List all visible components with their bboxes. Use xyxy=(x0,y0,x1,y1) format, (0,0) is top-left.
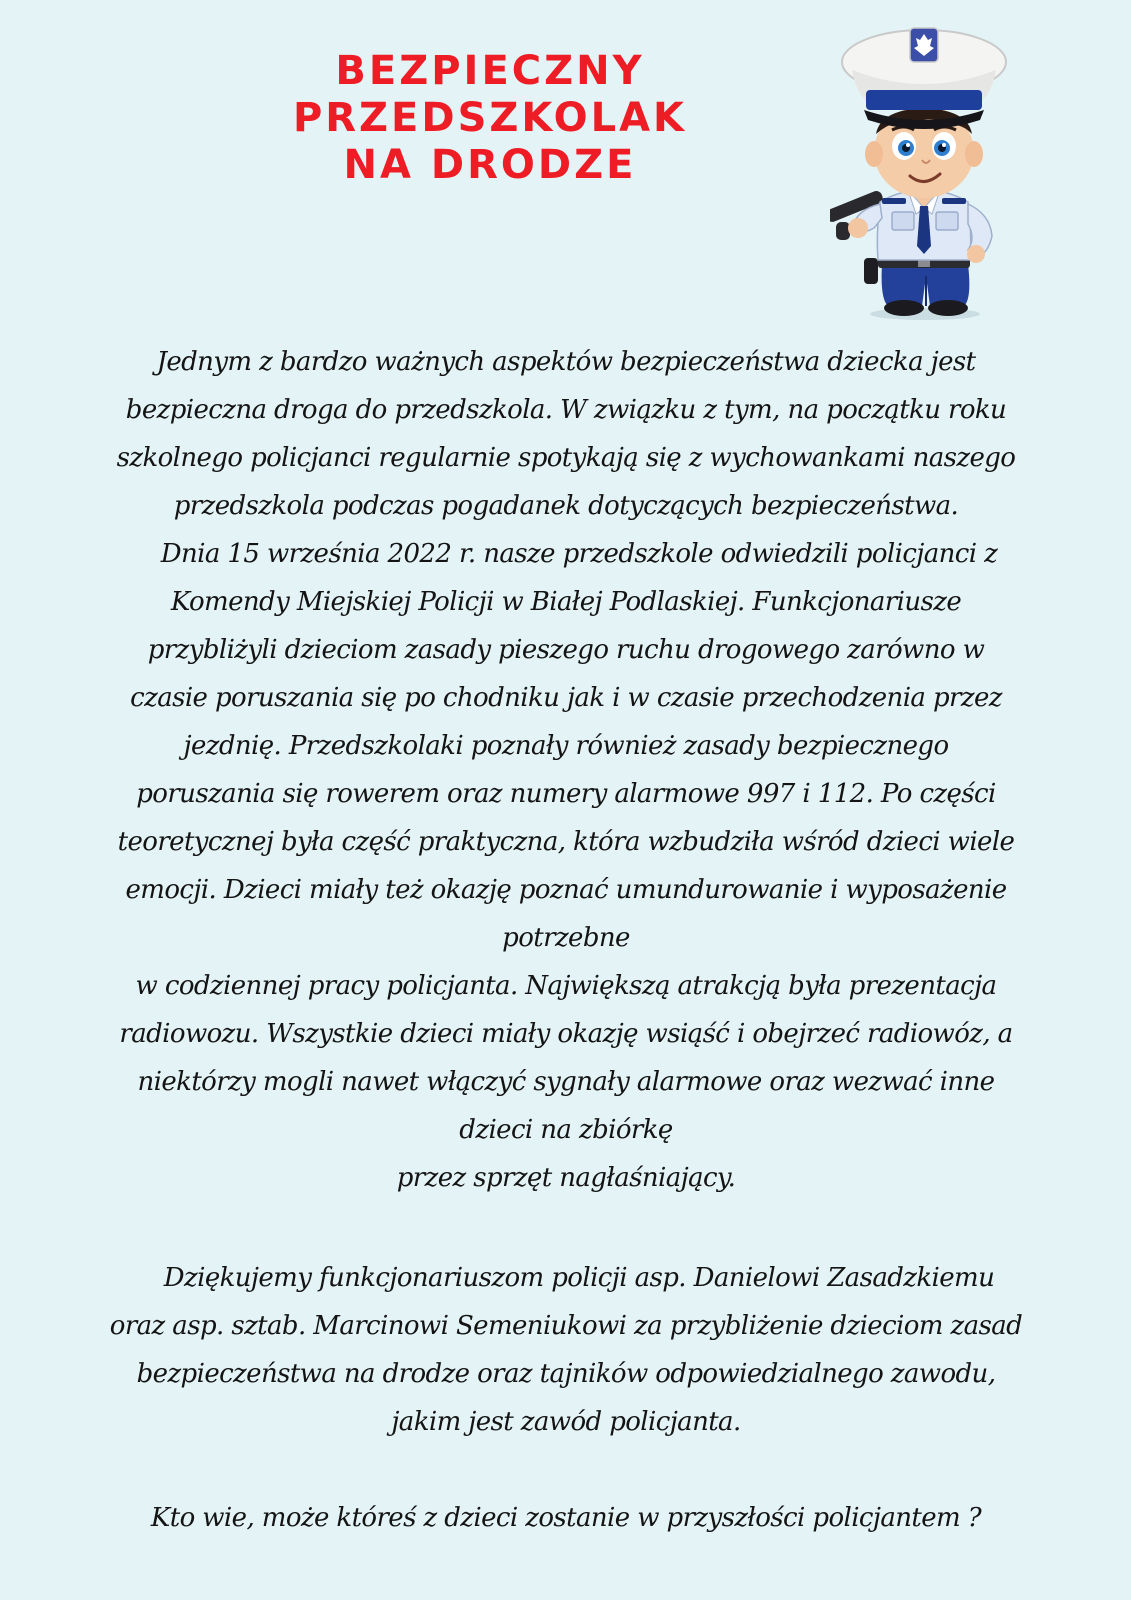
title-line-3: NA DRODZE xyxy=(343,142,637,188)
text-line: bezpieczna droga do przedszkola. W związku z tym, na początku roku xyxy=(125,395,1007,425)
text-line: Dnia 15 września 2022 r. nasze przedszkole odwiedzili policjanci z xyxy=(160,539,998,569)
article-body xyxy=(40,338,1092,1542)
text-line: teoretycznej była część praktyczna, która wzbudziła wśród dzieci wiele xyxy=(117,827,1015,857)
text-line: przybliżyli dzieciom zasady pieszego ruchu drogowego zarówno w xyxy=(147,635,985,665)
page-title xyxy=(270,48,710,189)
text-line: przedszkola podczas pogadanek dotyczących bezpieczeństwa. xyxy=(173,491,959,521)
text-line: poruszania się rowerem oraz numery alarmowe 997 i 112. Po części xyxy=(136,779,996,809)
police-officer-cartoon-icon xyxy=(830,14,1015,324)
text-line: jakim jest zawód policjanta. xyxy=(391,1407,741,1437)
closing-line: Kto wie, może któreś z dzieci zostanie w przyszłości policjantem ? xyxy=(150,1503,982,1533)
text-line: niektórzy mogli nawet włączyć sygnały alarmowe oraz wezwać inne xyxy=(137,1067,995,1097)
title-line-1: BEZPIECZNY xyxy=(335,48,645,94)
text-line: emocji. Dzieci miały też okazję poznać umundurowanie i wyposażenie xyxy=(125,875,1007,905)
paragraph-spacer xyxy=(40,1202,1092,1254)
text-line: Komendy Miejskiej Policji w Białej Podlaskiej. Funkcjonariusze xyxy=(170,587,962,617)
text-line: radiowozu. Wszystkie dzieci miały okazję wsiąść i obejrzeć radiowóz, a xyxy=(119,1019,1013,1049)
text-line: jezdnię. Przedszkolaki poznały również zasady bezpiecznego xyxy=(183,731,949,761)
article-paragraph-1 xyxy=(40,338,1092,1202)
text-line: potrzebne xyxy=(502,923,630,953)
paragraph-spacer xyxy=(40,1446,1092,1494)
text-line: przez sprzęt nagłaśniający. xyxy=(396,1163,736,1193)
text-line: oraz asp. sztab. Marcinowi Semeniukowi za przybliżenie dzieciom zasad xyxy=(109,1311,1023,1341)
text-line: w codziennej pracy policjanta. Największą atrakcją była prezentacja xyxy=(135,971,997,1001)
text-line: Jednym z bardzo ważnych aspektów bezpieczeństwa dziecka jest xyxy=(156,347,976,377)
text-line: czasie poruszania się po chodniku jak i w czasie przechodzenia przez xyxy=(130,683,1002,713)
text-line: szkolnego policjanci regularnie spotykają się z wychowankami naszego xyxy=(116,443,1016,473)
text-line: bezpieczeństwa na drodze oraz tajników odpowiedzialnego zawodu, xyxy=(136,1359,996,1389)
title-line-2: PRZEDSZKOLAK xyxy=(292,95,688,141)
text-line: dzieci na zbiórkę xyxy=(459,1115,673,1145)
article-paragraph-2 xyxy=(40,1254,1092,1446)
text-line: Dziękujemy funkcjonariuszom policji asp. Danielowi Zasadzkiemu xyxy=(163,1263,995,1293)
